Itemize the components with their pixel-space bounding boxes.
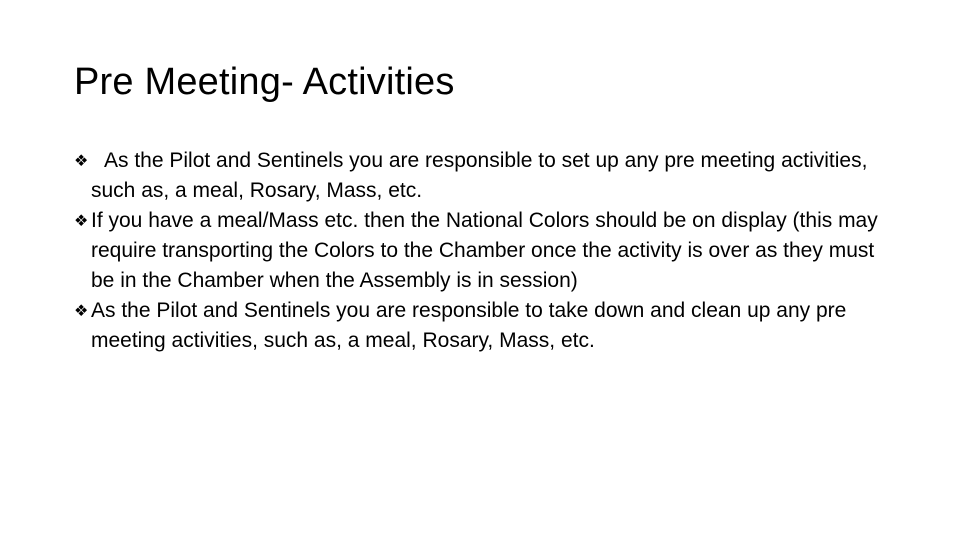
bullet-text: As the Pilot and Sentinels you are responsible to take down and clean up any pre meeting activities, such as, a meal, Rosary, Mass, etc. [91,299,847,352]
bullet-item-setup [74,146,900,206]
bullet-list [74,146,900,356]
bullet-text: As the Pilot and Sentinels you are responsible to set up any pre meeting activities, such as, a meal, Rosary, Mass, etc. [91,149,868,202]
bullet-item-cleanup [74,296,900,356]
slide-title: Pre Meeting- Activities [74,61,455,103]
diamond-bullet-icon: ❖ [74,211,89,230]
bullet-item-colors [74,206,900,296]
diamond-bullet-icon: ❖ [74,301,89,320]
bullet-text: If you have a meal/Mass etc. then the National Colors should be on display (this may require transporting the Colors to the Chamber once the activity is over as they must be in the Chamber when the Assembly is in session) [91,209,878,292]
diamond-bullet-icon: ❖ [74,151,89,170]
